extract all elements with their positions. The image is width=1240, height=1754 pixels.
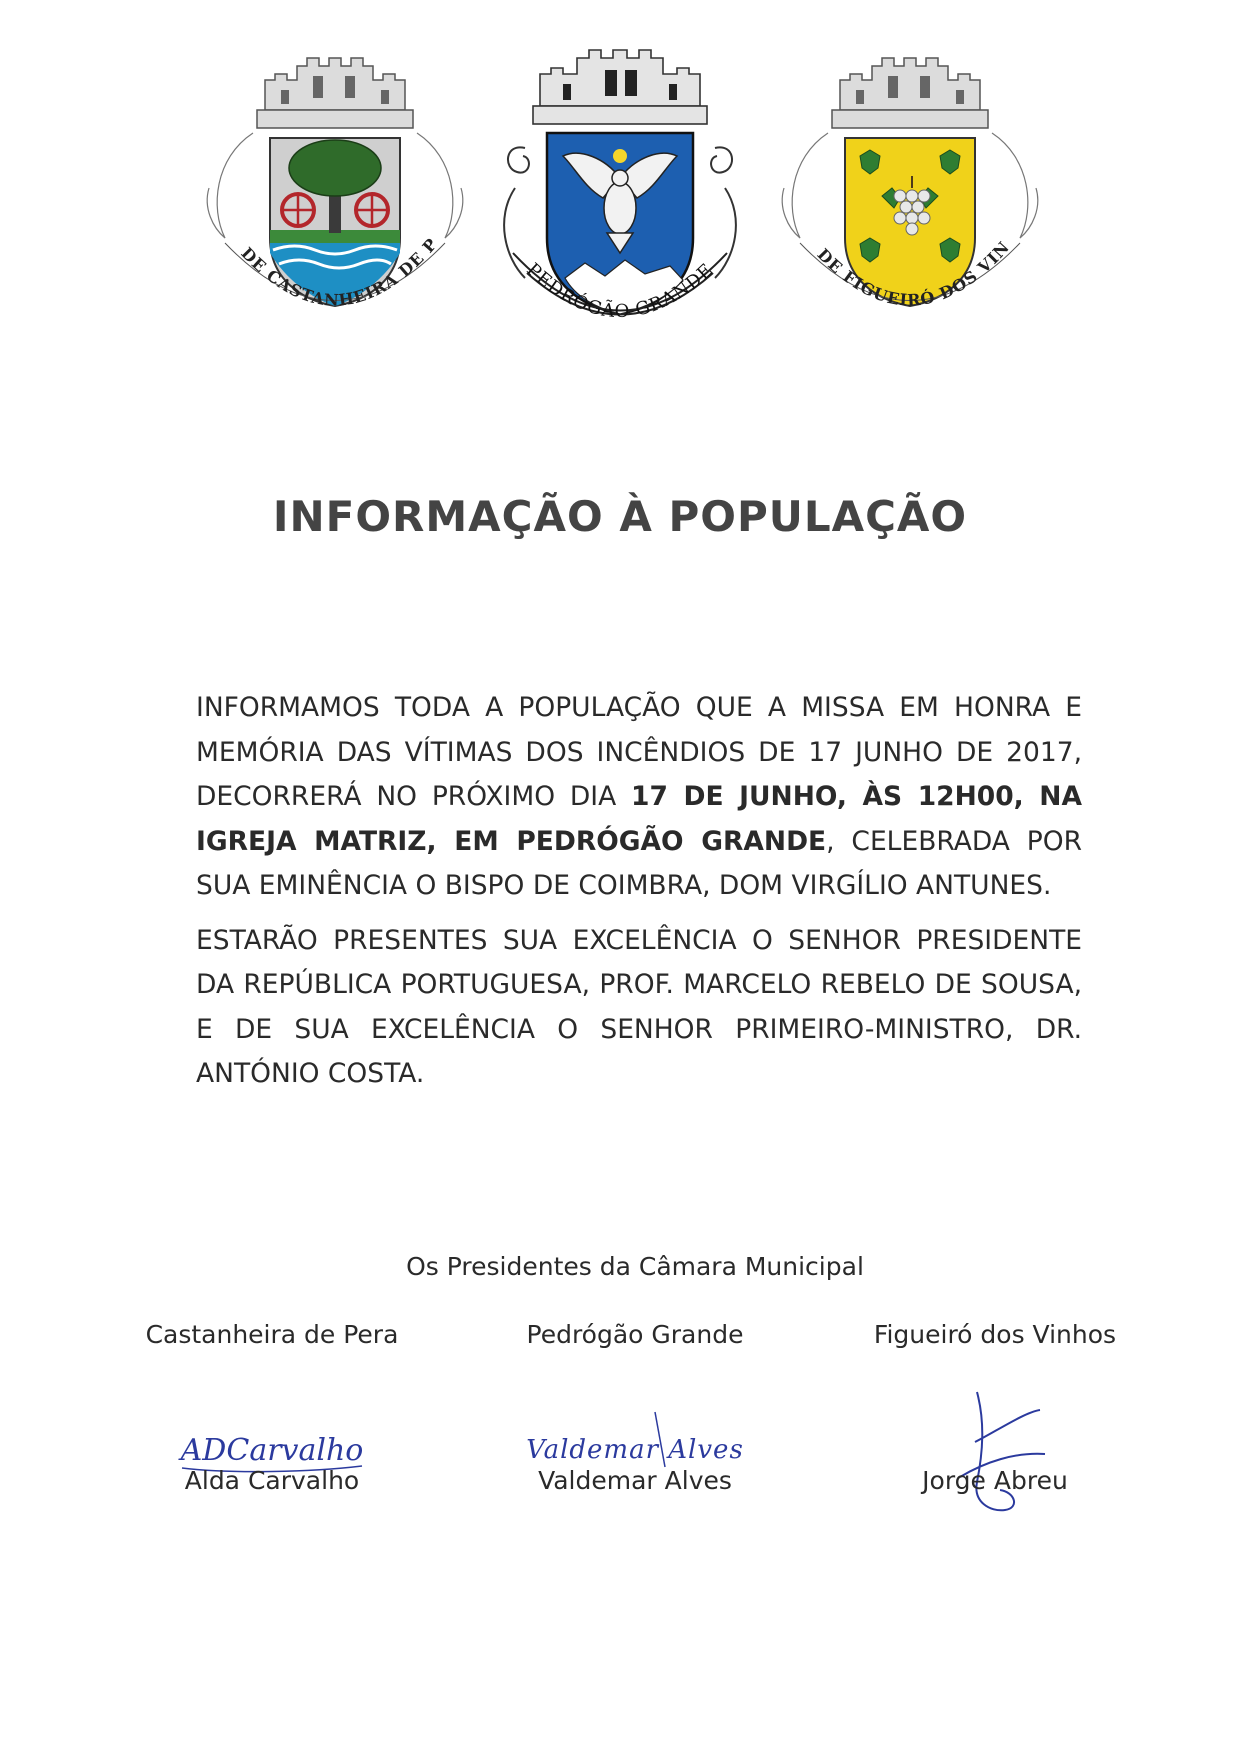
- pedrogao-crest-graphic: [485, 38, 755, 358]
- municipality-name: Castanheira de Pera: [145, 1320, 399, 1349]
- signature-valdemar-alves: [505, 1372, 765, 1522]
- signatory-name: Jorge Abreu: [922, 1466, 1068, 1495]
- pedrogao-motto: PEDRÓGÃO GRANDE: [522, 259, 718, 323]
- municipality-name: Pedrógão Grande: [526, 1320, 744, 1349]
- page-title: INFORMAÇÃO À POPULAÇÃO: [272, 492, 968, 541]
- figueiro-coat-of-arms: [761, 23, 1045, 358]
- paragraph-1: [196, 686, 1082, 909]
- paragraph-1-outro: , CELEBRADA POR SUA EMINÊNCIA O BISPO DE COIMBRA, DOM VIRGÍLIO ANTUNES.: [196, 825, 1082, 901]
- paragraph-1-event-details: 17 DE JUNHO, ÀS 12H00, NA IGREJA MATRIZ, EM PEDRÓGÃO GRANDE: [196, 781, 1082, 857]
- castanheira-motto: VILA DE CASTANHEIRA DE PÊRA: [187, 23, 442, 310]
- figueiro-crest-graphic: [761, 23, 1045, 358]
- signatory-name: Alda Carvalho: [184, 1466, 360, 1495]
- presidents-label: Os Presidentes da Câmara Municipal: [406, 1252, 864, 1281]
- svg-text:Valdemar Alves: Valdemar Alves: [526, 1435, 744, 1465]
- signature-jorge-abreu: [865, 1372, 1125, 1522]
- pedrogao-coat-of-arms: [485, 38, 755, 358]
- signatory-name: Valdemar Alves: [538, 1466, 732, 1495]
- paragraph-2: ESTARÃO PRESENTES SUA EXCELÊNCIA O SENHOR PRESIDENTE DA REPÚBLICA PORTUGUESA, PROF. MARCELO REBELO DE SOUSA, E DE SUA EXCELÊNCIA O SENHOR PRIMEIRO-MINISTRO, DR. ANTÓNIO COSTA.: [196, 924, 1082, 1089]
- castanheira-crest-graphic: [187, 23, 470, 358]
- svg-text:ADCarvalho: ADCarvalho: [180, 1433, 364, 1468]
- municipality-name: Figueiró dos Vinhos: [873, 1320, 1117, 1349]
- paragraph-1-intro: INFORMAMOS TODA A POPULAÇÃO QUE A MISSA EM HONRA E MEMÓRIA DAS VÍTIMAS DOS INCÊNDIOS DE 17 JUNHO DE 2017, DECORRERÁ NO PRÓXIMO DIA: [196, 692, 1082, 812]
- signature-alda-carvalho: [142, 1372, 402, 1522]
- figueiro-motto: VILA DE FIGUEIRÓ DOS VINHOS: [761, 23, 1014, 310]
- crests-row: [187, 23, 1045, 358]
- announcement-body: [196, 686, 1082, 1107]
- castanheira-coat-of-arms: [187, 23, 470, 358]
